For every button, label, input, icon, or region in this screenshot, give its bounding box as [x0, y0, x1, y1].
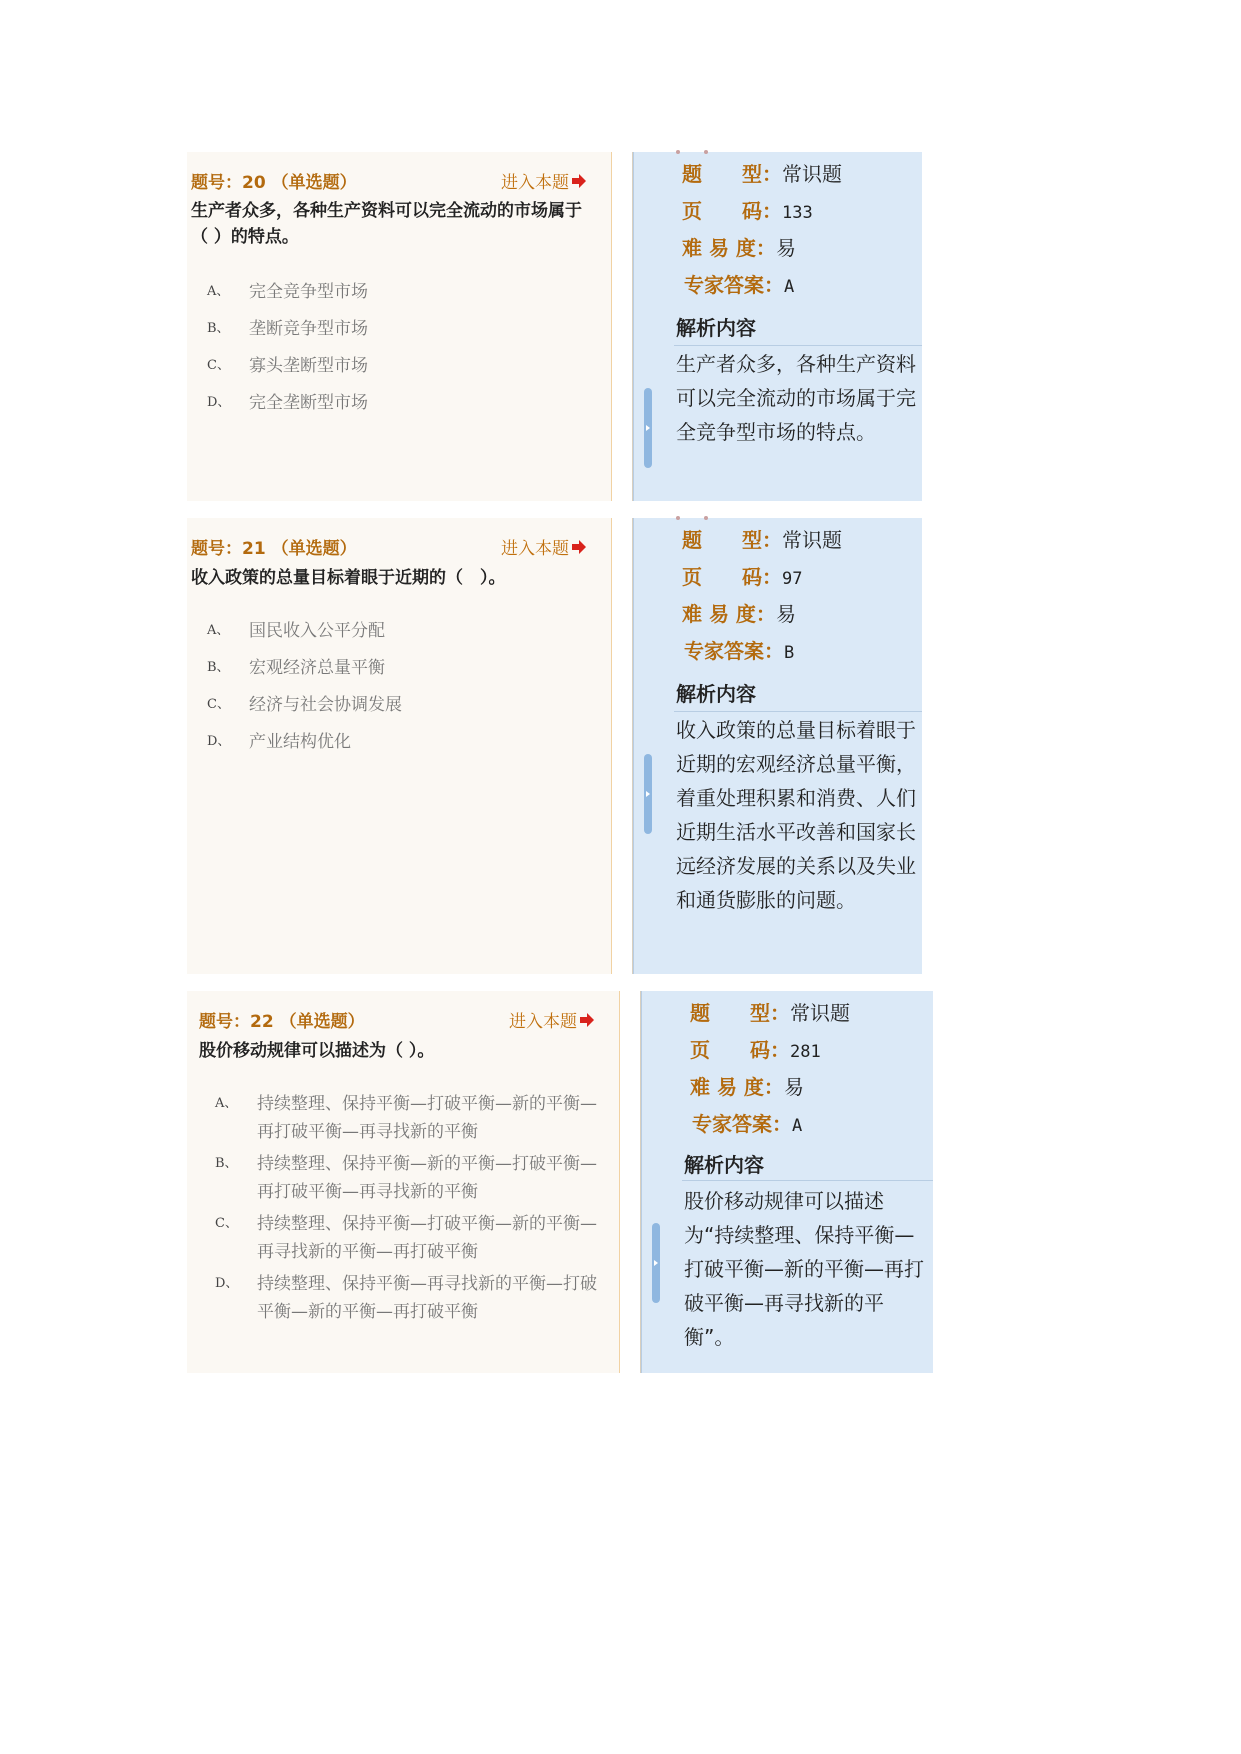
collapse-tab[interactable] — [644, 754, 652, 834]
option-c — [207, 353, 587, 379]
analysis-text: 股价移动规律可以描述为“持续整理、保持平衡—打破平衡—新的平衡—再打破平衡—再寻找新的平衡”。 — [684, 1189, 924, 1349]
decorative-dots-icon — [674, 516, 710, 522]
question-number-prefix: 题号： — [191, 539, 242, 559]
option-b — [215, 1150, 598, 1206]
meta-type — [690, 997, 850, 1026]
option-d — [207, 729, 587, 755]
option-d — [207, 390, 587, 416]
meta-key: 页 码： — [682, 199, 782, 223]
option-label: A、 — [215, 1096, 238, 1111]
red-arrow-icon — [571, 173, 587, 189]
question-header — [191, 534, 357, 559]
option-text: 国民收入公平分配 — [249, 621, 385, 641]
question-number: 20 — [242, 173, 266, 193]
option-label: B、 — [215, 1156, 238, 1171]
panel-gap — [612, 518, 633, 974]
option-text: 宏观经济总量平衡 — [249, 658, 385, 678]
option-text: 经济与社会协调发展 — [249, 695, 402, 715]
meta-key: 难 易 度： — [682, 236, 776, 260]
question-card-22 — [187, 991, 933, 1373]
meta-value: 281 — [790, 1042, 821, 1062]
analysis-text: 收入政策的总量目标着眼于近期的宏观经济总量平衡，着重处理积累和消费、人们近期生活水平改善和国家长远经济发展的关系以及失业和通货膨胀的问题。 — [676, 718, 916, 912]
meta-key: 页 码： — [690, 1038, 790, 1062]
enter-question-link[interactable] — [501, 534, 587, 559]
meta-key: 难 易 度： — [682, 602, 776, 626]
option-label: D、 — [207, 734, 231, 749]
enter-question-label: 进入本题 — [501, 539, 569, 559]
meta-difficulty — [690, 1071, 804, 1100]
divider — [674, 345, 922, 346]
question-number: 21 — [242, 539, 266, 559]
red-arrow-icon — [579, 1012, 595, 1028]
option-text: 产业结构优化 — [249, 732, 351, 752]
analysis-text: 生产者众多，各种生产资料可以完全流动的市场属于完全竞争型市场的特点。 — [676, 352, 916, 444]
question-kind: （单选题） — [271, 173, 357, 193]
option-label: C、 — [215, 1216, 238, 1231]
divider — [682, 1180, 933, 1181]
option-text: 完全垄断型市场 — [249, 393, 368, 413]
option-b — [207, 655, 587, 681]
question-stem: 股价移动规律可以描述为（ ）。 — [199, 1041, 435, 1061]
option-label: B、 — [207, 660, 230, 675]
question-card-21 — [187, 518, 922, 974]
red-arrow-icon — [571, 539, 587, 555]
question-header — [191, 168, 357, 193]
meta-difficulty — [682, 232, 796, 261]
meta-value: 常识题 — [782, 162, 842, 186]
option-d — [215, 1270, 598, 1326]
meta-page — [690, 1034, 821, 1063]
question-kind: （单选题） — [271, 539, 357, 559]
option-text: 持续整理、保持平衡—打破平衡—新的平衡—再打破平衡—再寻找新的平衡 — [257, 1094, 597, 1142]
meta-page — [682, 561, 802, 590]
collapse-tab[interactable] — [644, 388, 652, 468]
question-stem: 生产者众多，各种生产资料可以完全流动的市场属于（ ）的特点。 — [191, 201, 582, 247]
divider — [674, 711, 922, 712]
option-c — [207, 692, 587, 718]
option-label: A、 — [207, 623, 230, 638]
meta-value: 97 — [782, 569, 803, 589]
meta-key: 专家答案： — [684, 639, 784, 663]
option-label: C、 — [207, 358, 230, 373]
option-a — [207, 279, 587, 305]
meta-difficulty — [682, 598, 796, 627]
question-stem: 收入政策的总量目标着眼于近期的（ ）。 — [191, 568, 506, 588]
meta-answer — [692, 1108, 802, 1137]
option-c — [215, 1210, 598, 1266]
option-label: D、 — [207, 395, 231, 410]
question-header — [199, 1007, 365, 1032]
meta-value: 易 — [775, 602, 796, 626]
question-card-20 — [187, 152, 922, 501]
enter-question-label: 进入本题 — [501, 173, 569, 193]
meta-value: A — [784, 277, 795, 297]
meta-key: 专家答案： — [684, 273, 784, 297]
option-text: 完全竞争型市场 — [249, 282, 368, 302]
meta-answer — [684, 635, 794, 664]
analysis-title: 解析内容 — [676, 682, 756, 706]
question-panel — [187, 152, 612, 501]
meta-value: 133 — [782, 203, 813, 223]
answer-panel — [633, 518, 922, 974]
option-label: B、 — [207, 321, 230, 336]
meta-key: 题 型： — [682, 162, 782, 186]
meta-page — [682, 195, 813, 224]
meta-value: 常识题 — [790, 1001, 850, 1025]
answer-panel — [633, 152, 922, 501]
option-label: D、 — [215, 1276, 239, 1291]
panel-gap — [620, 991, 641, 1373]
collapse-tab[interactable] — [652, 1223, 660, 1303]
meta-key: 页 码： — [682, 565, 782, 589]
option-b — [207, 316, 587, 342]
option-text: 持续整理、保持平衡—打破平衡—新的平衡—再寻找新的平衡—再打破平衡 — [257, 1214, 597, 1262]
option-list — [207, 279, 587, 416]
enter-question-link[interactable] — [501, 168, 587, 193]
option-a — [215, 1090, 598, 1146]
meta-value: 易 — [775, 236, 796, 260]
panel-gap — [612, 152, 633, 501]
decorative-dots-icon — [674, 150, 710, 156]
meta-value: A — [792, 1116, 803, 1136]
meta-value: 易 — [783, 1075, 804, 1099]
option-text: 寡头垄断型市场 — [249, 356, 368, 376]
analysis-title: 解析内容 — [684, 1153, 764, 1177]
option-label: C、 — [207, 697, 230, 712]
meta-value: 常识题 — [782, 528, 842, 552]
meta-key: 题 型： — [682, 528, 782, 552]
question-number-prefix: 题号： — [191, 173, 242, 193]
option-text: 持续整理、保持平衡—再寻找新的平衡—打破平衡—新的平衡—再打破平衡 — [257, 1274, 597, 1322]
meta-answer — [684, 269, 794, 298]
analysis-title: 解析内容 — [676, 316, 756, 340]
option-text: 垄断竞争型市场 — [249, 319, 368, 339]
meta-key: 专家答案： — [692, 1112, 792, 1136]
meta-key: 题 型： — [690, 1001, 790, 1025]
option-a — [207, 618, 587, 644]
meta-type — [682, 158, 842, 187]
answer-panel — [641, 991, 933, 1373]
enter-question-label: 进入本题 — [509, 1012, 577, 1032]
question-number: 22 — [250, 1012, 274, 1032]
option-text: 持续整理、保持平衡—新的平衡—打破平衡—再打破平衡—再寻找新的平衡 — [257, 1154, 597, 1202]
enter-question-link[interactable] — [509, 1007, 595, 1032]
option-list — [215, 1090, 598, 1326]
meta-key: 难 易 度： — [690, 1075, 784, 1099]
question-panel — [187, 518, 612, 974]
meta-value: B — [784, 643, 795, 663]
meta-type — [682, 524, 842, 553]
question-number-prefix: 题号： — [199, 1012, 250, 1032]
question-panel — [187, 991, 620, 1373]
option-list — [207, 618, 587, 755]
question-kind: （单选题） — [279, 1012, 365, 1032]
option-label: A、 — [207, 284, 230, 299]
